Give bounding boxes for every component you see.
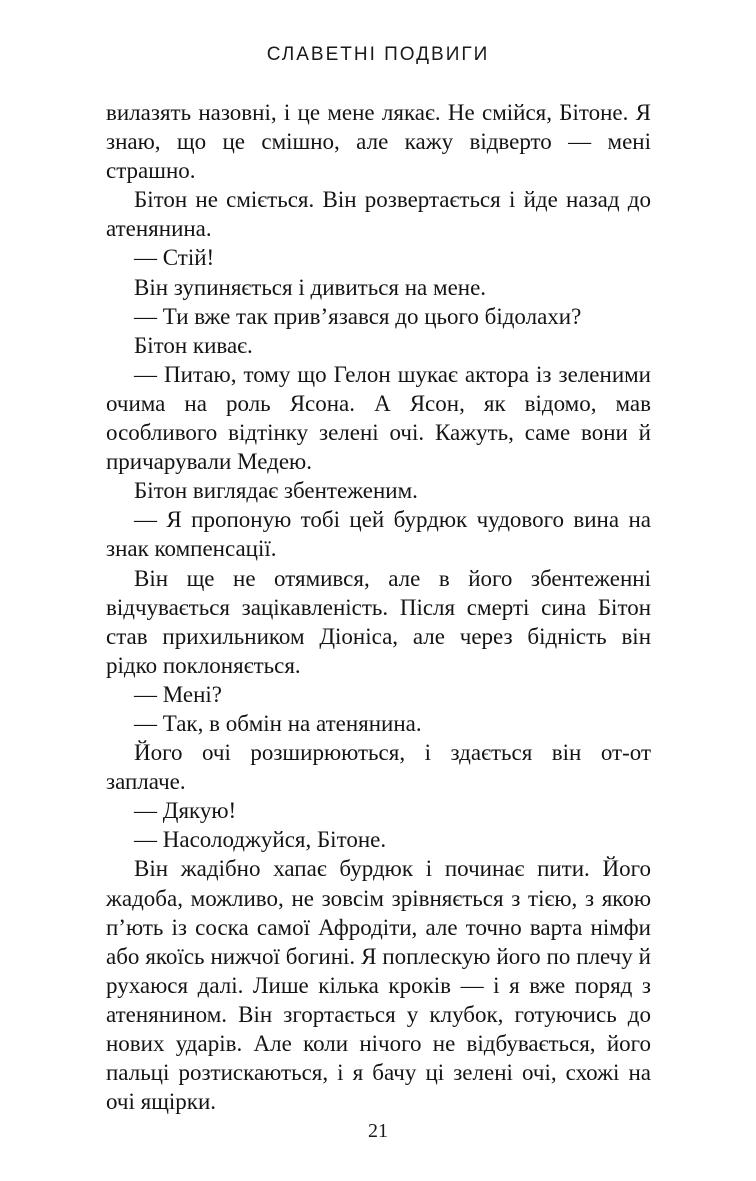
running-head: СЛАВЕТНІ ПОДВИГИ — [266, 44, 490, 65]
page-number: 21 — [368, 1120, 388, 1142]
paragraph-11: — Мені? — [134, 681, 223, 707]
paragraph-6: Бітон киває. — [134, 332, 253, 358]
body-text — [106, 98, 651, 1116]
paragraph-14: — Дякую! — [134, 798, 237, 824]
paragraph-15: — Насолоджуйся, Бітоне. — [134, 827, 387, 853]
paragraph-2: Бітон не сміється. Він розвертається і йде назад до атенянина. — [106, 187, 651, 242]
paragraph-13: Його очі розширюються, і здається він от-от заплаче. — [106, 740, 651, 795]
paragraph-7: — Питаю, тому що Гелон шукає актора із зеленими очима на роль Ясона. А Ясон, як відомо, мав особливого відтінку зелені очі. Кажуть, саме вони й причарували Медею. — [106, 361, 651, 475]
paragraph-8: Бітон виглядає збентеженим. — [134, 478, 418, 504]
paragraph-4: Він зупиняється і дивиться на мене. — [134, 274, 487, 300]
paragraph-12: — Так, в обмін на атенянина. — [134, 710, 422, 736]
paragraph-10: Він ще не отямився, але в його збентеженні відчувається зацікавленість. Після смерті сина Бітон став прихильником Діоніса, але через бідність він рідко поклоняється. — [106, 565, 651, 678]
paragraph-5: — Ти вже так прив’язався до цього бідолахи? — [134, 303, 582, 329]
paragraph-3: — Стій! — [134, 245, 215, 271]
paragraph-1: вилазять назовні, і це мене лякає. Не смійся, Бітоне. Я знаю, що це смішно, але кажу відверто — мені страшно. — [106, 100, 651, 184]
paragraph-9: — Я пропоную тобі цей бурдюк чудового вина на знак компенсації. — [106, 507, 651, 562]
paragraph-16: Він жадібно хапає бурдюк і починає пити. Його жадоба, можливо, не зовсім зрівняється з тією, з якою п’ють із соска самої Афродіти, але точно варта німфи або якоїсь нижчої богині. Я поплескую його по плечу й рухаюся далі. Лише кілька кроків — і я вже поряд з атенянином. Він згортається у клубок, готуючись до нових ударів. Але коли нічого не відбувається, його пальці розтискаються, і я бачу ці зелені очі, схожі на очі ящірки. — [106, 856, 651, 1115]
